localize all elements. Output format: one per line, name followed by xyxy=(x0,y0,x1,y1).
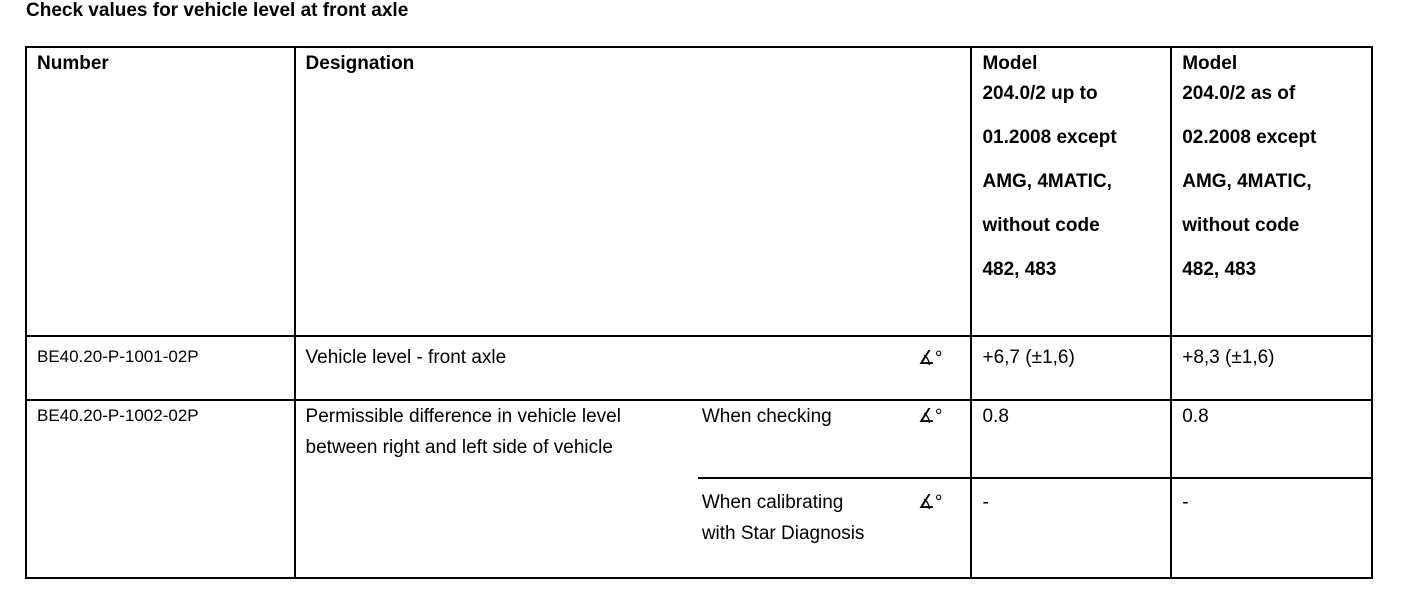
row-number: BE40.20-P-1001-02P xyxy=(26,336,295,400)
row-model-1-value: - xyxy=(971,478,1171,578)
row-condition: When checking xyxy=(698,400,898,478)
header-number: Number xyxy=(26,47,295,336)
header-model-2-line: without code xyxy=(1182,215,1300,236)
row-model-2-value: 0.8 xyxy=(1171,400,1372,478)
header-model-1-line: 204.0/2 up to xyxy=(982,83,1098,104)
header-designation: Designation xyxy=(295,47,972,336)
header-model-2-line: 02.2008 except xyxy=(1182,127,1317,148)
header-model-1-line: 482, 483 xyxy=(982,259,1057,280)
table-header-row xyxy=(26,47,1372,336)
header-model-1-line: AMG, 4MATIC, xyxy=(982,171,1112,192)
row-designation: Vehicle level - front axle xyxy=(295,336,898,400)
row-designation-line: Permissible difference in vehicle level xyxy=(305,406,621,427)
row-condition-line: When calibrating xyxy=(701,492,844,513)
header-model-1-line: 01.2008 except xyxy=(982,127,1117,148)
row-model-2-value: +8,3 (±1,6) xyxy=(1171,336,1372,400)
angle-unit-icon: ∡° xyxy=(898,400,972,478)
header-model-1-line: without code xyxy=(982,215,1100,236)
row-number: BE40.20-P-1002-02P xyxy=(26,400,295,578)
row-model-1-value: +6,7 (±1,6) xyxy=(971,336,1171,400)
header-model-1-label: Model xyxy=(982,53,1038,74)
header-model-2-label: Model xyxy=(1182,53,1238,74)
header-model-2 xyxy=(1171,47,1372,336)
row-designation-line: between right and left side of vehicle xyxy=(305,437,613,458)
check-values-table xyxy=(25,46,1373,579)
angle-unit-icon: ∡° xyxy=(898,336,972,400)
row-model-1-value: 0.8 xyxy=(971,400,1171,478)
table-row xyxy=(26,336,1372,400)
header-model-2-line: 482, 483 xyxy=(1182,259,1257,280)
document-title: Check values for vehicle level at front axle xyxy=(26,0,409,21)
row-model-2-value: - xyxy=(1171,478,1372,578)
table-row xyxy=(26,400,1372,478)
row-condition xyxy=(698,478,898,578)
header-model-2-line: AMG, 4MATIC, xyxy=(1182,171,1312,192)
row-designation xyxy=(295,400,698,578)
row-condition-line: with Star Diagnosis xyxy=(701,523,865,544)
header-model-1 xyxy=(971,47,1171,336)
angle-unit-icon: ∡° xyxy=(898,478,972,578)
header-model-2-line: 204.0/2 as of xyxy=(1182,83,1296,104)
